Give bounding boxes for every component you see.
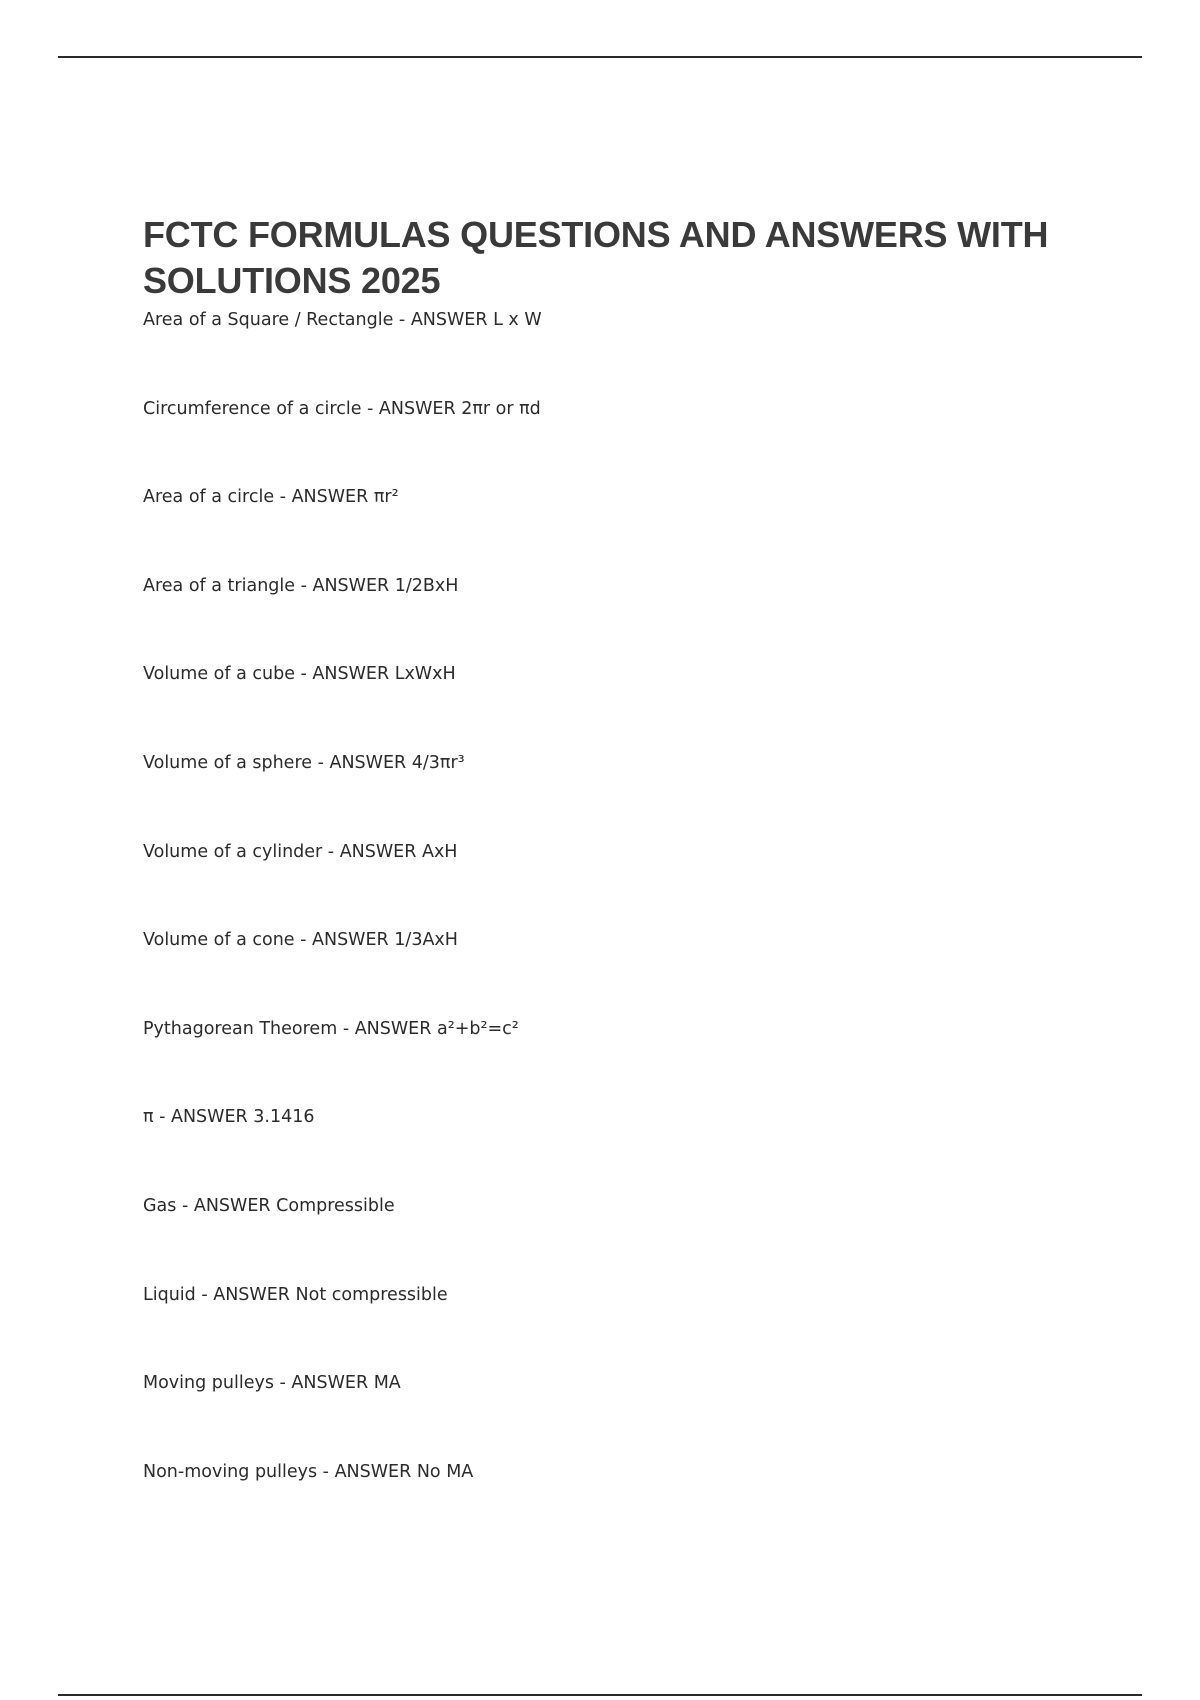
qa-question: Gas [143, 1196, 177, 1216]
qa-answer: 2πr or πd [461, 398, 541, 419]
qa-separator: - [195, 1284, 214, 1305]
qa-answer: Compressible [276, 1196, 395, 1216]
qa-answer-marker: ANSWER [378, 398, 456, 419]
qa-separator: - [153, 1107, 171, 1128]
qa-item [143, 1284, 448, 1306]
qa-answer: MA [373, 1373, 401, 1394]
qa-separator: - [273, 1373, 292, 1394]
bottom-rule [58, 1694, 1142, 1696]
qa-separator: - [295, 575, 313, 596]
top-rule [58, 56, 1142, 58]
qa-answer-marker: ANSWER [193, 1196, 271, 1216]
qa-item [143, 1461, 473, 1483]
qa-answer-marker: ANSWER [339, 841, 417, 862]
qa-answer: AxH [421, 841, 458, 862]
qa-question: Volume of a cone [143, 930, 295, 951]
qa-answer-marker: ANSWER [171, 1107, 248, 1128]
qa-separator: - [361, 398, 379, 419]
qa-separator: - [393, 310, 411, 330]
qa-answer: LxWxH [394, 664, 456, 685]
qa-answer: 3.1416 [253, 1107, 315, 1128]
qa-question: Area of a Square / Rectangle [143, 310, 394, 330]
qa-answer-marker: ANSWER [213, 1284, 290, 1305]
qa-item [143, 929, 458, 951]
qa-answer-marker: ANSWER [312, 930, 389, 951]
qa-answer-marker: ANSWER [312, 664, 390, 685]
qa-answer-marker: ANSWER [291, 1373, 369, 1394]
document-title: FCTC FORMULAS QUESTIONS AND ANSWERS WITH SOLUTIONS 2025 [143, 214, 1049, 301]
qa-answer: L x W [493, 310, 542, 330]
qa-answer: No MA [416, 1461, 474, 1482]
qa-question: Volume of a cube [143, 664, 295, 685]
qa-answer: a²+b²=c² [436, 1018, 519, 1039]
qa-answer: 4/3πr³ [411, 753, 465, 773]
qa-item [143, 841, 457, 863]
qa-separator: - [337, 1018, 355, 1039]
qa-item [143, 486, 399, 508]
qa-answer-marker: ANSWER [291, 487, 369, 508]
qa-separator: - [294, 664, 313, 685]
qa-item [143, 309, 542, 331]
qa-separator: - [322, 841, 340, 862]
qa-question: Volume of a sphere [143, 753, 313, 773]
qa-question: Circumference of a circle [143, 398, 362, 419]
qa-separator: - [294, 930, 313, 951]
qa-separator: - [312, 753, 330, 773]
qa-item [143, 1195, 395, 1217]
qa-question: Moving pulleys [143, 1373, 274, 1394]
qa-separator: - [274, 487, 292, 508]
qa-item [143, 398, 541, 420]
qa-answer: 1/3AxH [394, 930, 458, 951]
qa-question: Area of a circle [143, 487, 275, 508]
qa-item [143, 663, 456, 685]
qa-separator: - [317, 1461, 335, 1482]
qa-answer-marker: ANSWER [334, 1461, 412, 1482]
qa-answer: πr² [373, 487, 399, 508]
qa-question: Liquid [143, 1284, 196, 1305]
qa-item [143, 1018, 519, 1040]
qa-answer: 1/2BxH [394, 575, 459, 596]
qa-answer-marker: ANSWER [329, 753, 407, 773]
qa-item [143, 1372, 401, 1394]
qa-question: Area of a triangle [143, 575, 296, 596]
qa-question: π [143, 1107, 154, 1128]
qa-separator: - [176, 1196, 194, 1216]
qa-item [143, 1106, 315, 1128]
qa-answer: Not compressible [295, 1284, 448, 1305]
qa-question: Non-moving pulleys [143, 1461, 318, 1482]
qa-answer-marker: ANSWER [354, 1018, 432, 1039]
qa-item [143, 575, 458, 597]
qa-item [143, 752, 465, 774]
qa-answer-marker: ANSWER [410, 310, 488, 330]
qa-answer-marker: ANSWER [312, 575, 390, 596]
qa-question: Volume of a cylinder [143, 841, 323, 862]
qa-question: Pythagorean Theorem [143, 1018, 338, 1039]
